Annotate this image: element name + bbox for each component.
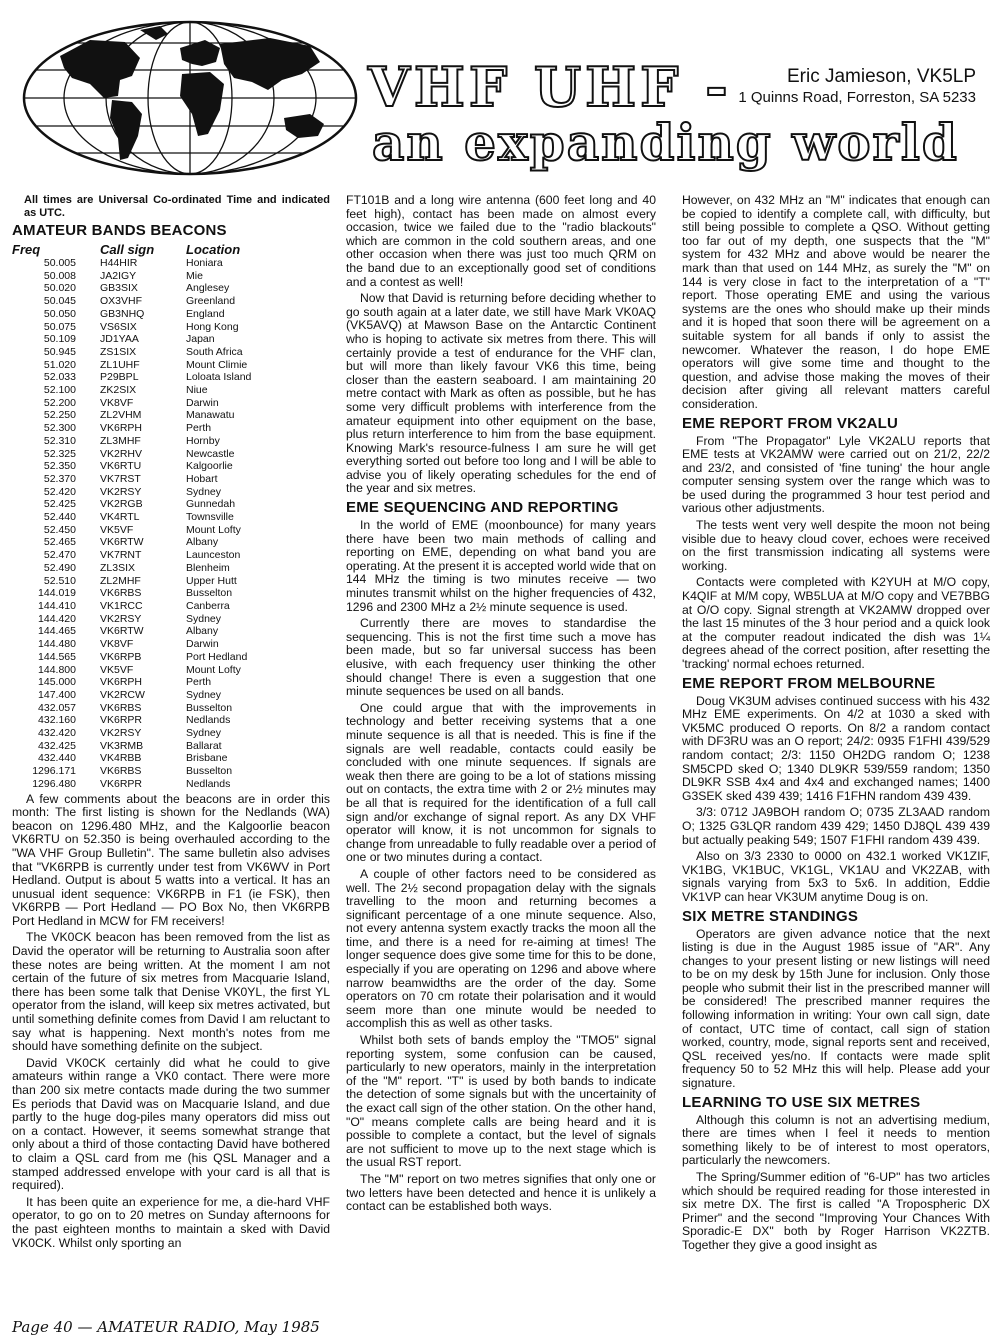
beacon-freq: 52.425 [43,498,76,511]
table-row [12,511,251,524]
beacon-location: Nedlands [186,714,231,727]
paragraph: Currently there are moves to standardise the sequencing. This is not the first time such a move has been made, but so far universal success has been elusive, with each frequency user thinking the other should change! There is even a suggestion that one minute sequences be used on all bands. [346,616,656,699]
column-2 [346,194,656,1217]
col-header-freq: Freq [12,242,41,257]
table-row [12,549,251,562]
table-row [12,752,251,765]
beacon-location: Newcastle [186,447,235,460]
table-row [12,295,251,308]
beacon-callsign: JA2IGY [100,269,137,282]
beacon-freq: 50.045 [43,295,76,308]
table-row [12,346,251,359]
beacon-callsign: VK2RSY [100,727,142,740]
beacon-freq: 144.480 [38,638,76,651]
beacon-callsign: ZK2SIX [100,384,137,397]
beacon-location: Darwin [186,638,219,651]
paragraph: The Spring/Summer edition of "6-UP" has two articles which should be required reading for those interested in six metre DX. The first is called "A Tropospheric DX Primer" and the second "Improving Your Chances With Sporadic-E DX" both by Roger Harrison VK2ZTB. Together they give a good insight as [682,1170,990,1252]
author-name: Eric Jamieson, VK5LP [786,66,976,87]
beacon-freq: 52.370 [43,472,76,485]
beacon-freq: 144.465 [38,625,76,638]
beacon-freq: 50.005 [43,257,76,269]
beacon-callsign: VK6RPR [100,714,143,727]
table-row [12,727,251,740]
beacon-freq: 432.440 [38,752,76,765]
article-title-line1: VHF UHF - [368,55,732,119]
table-row [12,397,251,410]
beacon-freq: 52.510 [43,574,76,587]
beacon-freq: 432.057 [38,701,76,714]
table-row [12,473,251,486]
beacon-callsign: OX3VHF [100,295,143,308]
beacons-table [12,242,251,791]
beacon-location: Albany [186,625,219,638]
table-row [12,371,251,384]
beacon-callsign: VK4RTL [100,511,140,524]
beacon-freq: 432.420 [38,727,76,740]
beacon-freq: 52.310 [43,434,76,447]
table-row [12,613,251,626]
beacon-callsign: VK2RSY [100,485,142,498]
beacon-location: Gunnedah [186,498,236,511]
beacon-location: Launceston [186,549,241,562]
beacon-location: Mount Lofty [186,663,241,676]
paragraph: The VK0CK beacon has been removed from the list as David the operator will be returning to Australia soon after these notes are being written. At the moment I am not certain of the future of six metres from Macquarie Island, there has been some talk that Denise VK0YL, the first YL operator from the island, will keep six metres activated, but until something definite comes from David I am reluctant to say what is happening. Next month's notes from me should have something definite on the subject. [12,930,330,1054]
beacon-location: Sydney [186,688,222,701]
paragraph: Although this column is not an advertising medium, there are times when I feel it needs to mention something likely to be of interest to most operators, particularly the newcomers. [682,1112,990,1168]
beacon-callsign: VK1RCC [100,599,143,612]
beacon-location: Busselton [186,765,233,778]
beacon-freq: 51.020 [43,358,76,371]
table-row [12,689,251,702]
section-heading-six-metre-standings: SIX METRE STANDINGS [682,907,859,925]
beacon-location: Anglesey [186,282,230,295]
paragraph: One could argue that with the improvements in technology and better receiving systems that a one minute sequence is all that is needed. This is fine if the signals are well readable, contacts could easily be concluded with one minute sequences. If signals are weak then there are going to be a lot of stations missing out on contacts, the extra time with 2 or 2½ minutes may be all that is required for the identification of a full call sign and/or exchange of signal report. As any DX VHF operator will know, it is not uncommon for signals to change from unreadable to fully readable over a period of one or two minutes during a contact. [346,700,656,865]
col-header-location: Location [186,242,241,257]
beacon-freq: 432.425 [38,739,76,752]
section-heading-learning-six-metres: LEARNING TO USE SIX METRES [682,1093,921,1111]
beacon-callsign: P29BPL [100,371,139,384]
beacon-callsign: VK5VF [100,663,134,676]
beacon-freq: 52.033 [43,371,76,384]
beacon-callsign: ZL2VHM [100,409,142,422]
beacon-freq: 50.109 [43,333,76,346]
table-row [12,486,251,499]
beacon-callsign: VK5VF [100,523,134,536]
beacon-callsign: ZL3MHF [100,434,141,447]
paragraph: The tests went very well despite the moon not being visible due to heavy cloud cover, echoes were received on the first transmission indicating all systems were working. [682,518,990,573]
beacon-freq: 144.410 [38,599,76,612]
column-1 [12,194,330,1253]
beacon-callsign: VK6RPH [100,676,143,689]
beacons-table-body [12,257,251,791]
table-row [12,448,251,461]
table-row [12,600,251,613]
beacon-freq: 52.250 [43,409,76,422]
beacon-callsign: VK6RBS [100,701,142,714]
beacon-freq: 147.400 [38,688,76,701]
beacon-location: Canberra [186,599,230,612]
article-title-line2: an expanding world [372,113,959,172]
beacon-callsign: ZL3SIX [100,561,136,574]
table-row [12,702,251,715]
paragraph: From "The Propagator" Lyle VK2ALU reports that EME tests at VK2AMW were carried out on 21/2, 22/2 and 23/2, and consisted of 'fine tuning' the hour angle computer sensing system over the range which was to be used during the programmed 3 hour test period and various other adjustments. [682,433,990,516]
page-footer: Page 40 — AMATEUR RADIO, May 1985 [12,1318,320,1336]
table-row [12,308,251,321]
col-header-callsign: Call sign [100,242,155,257]
beacon-callsign: VK8VF [100,638,134,651]
paragraph: Doug VK3UM advises continued success with his 432 MHz EME experiments. On 4/2 at 1030 a sked with VK5MC produced O reports. On 8/2 a random contact with DF3RU was an O report; 24/2: 0935 F1FHI 439/529 random contact; 2/3: 1150 OH2DG random O; 1238 SM5CPD sked O; 1340 DL9KR 539/559 random; 1350 DL9KR SSB 4x4 and 4x4 and exchanged names; 1400 G3SEK sked 439 439; 1416 F1FHN random 439 439. [682,693,990,803]
paragraph: In the world of EME (moonbounce) for many years there have been two main methods of calling and reporting on EME, depending on what band you are operating. At the present it is accepted world wide that on 144 MHz the timing is two minutes receive — two minutes transmit whilst on the higher frequencies of 432, 1296 and 2300 MHz a 2½ minute sequence is used. [346,518,656,614]
paragraph: David VK0CK certainly did what he could to give amateurs within range a VK0 contact. There were more than 200 six metre contacts made during the two summer Es periods that David was on Macquarie Island, and due partly to the huge dog-piles many operators did miss out on a contact. However, it seems somewhat strange that only about a third of those contacting David have bothered to claim a QSL card from me (his QSL Manager and a stamped addressed envelope with your card is all that is required). [12,1055,330,1193]
table-row [12,257,251,270]
beacon-location: England [186,307,225,320]
beacon-freq: 144.565 [38,650,76,663]
paragraph: It has been quite an experience for me, a die-hard VHF operator, to go on to 20 metres on Sunday afternoons for the past eighteen months to maintain a sked with David VK0CK. Whilst only sporting an [12,1194,330,1250]
beacon-callsign: VK8VF [100,396,134,409]
beacons-table-header [12,242,251,257]
utc-note: All times are Universal Co-ordinated Time and indicated as UTC. [24,194,330,219]
paragraph: A few comments about the beacons are in order this month: The first listing is shown for the Nedlands (WA) beacon on 1296.480 MHz, and the Kalgoorlie beacon VK6RTU on 52.350 is being overhauled according to the "WA VHF Group Bulletin". The same bulletin also advises that "VK6RPB is currently under test from VK6WV in Port Hedland. Output is about 5 watts into a vertical. It has an unusual ident sequence: VK6RPB in F1 (ie FSK), then VK6RPB — Port Hedland — PO Box No, then VK6RPB Port Hedland in MCW for FM receivers! [12,791,330,928]
beacon-freq: 52.200 [43,396,76,409]
beacon-freq: 52.350 [43,460,76,473]
beacon-freq: 50.050 [43,307,76,320]
table-row [12,778,251,791]
paragraph: 3/3: 0712 JA9BOH random O; 0735 ZL3AAD random O; 1325 G3LQR random 439 429; 1450 DJ8QL 439 439 but actually peaking 549; 1507 F1FHI random 439 439. [682,805,990,847]
table-row [12,460,251,473]
beacon-location: Busselton [186,587,233,600]
beacon-freq: 52.300 [43,422,76,435]
beacon-callsign: VK7RST [100,472,141,485]
beacon-callsign: GB3NHQ [100,307,145,320]
table-row [12,625,251,638]
beacon-callsign: VK2RSY [100,612,142,625]
beacon-freq: 52.490 [43,561,76,574]
beacon-callsign: VK6RTW [100,625,144,638]
beacon-freq: 50.008 [43,269,76,282]
paragraph: A couple of other factors need to be considered as well. The 2½ second propagation delay with the signals travelling to the moon and returning becomes a significant percentage of a one minute sequence. Also, not every antenna system exactly tracks the moon all the time, and there is a need for re-aiming at times! The longer sequence does give some time for this to be done, especially if you are operating on 1296 and above where narrow beamwidths are the order of the day. Some operators on 70 cm rotate their polarisation and it would seem more than one minute would be needed to accomplish this as well as other tasks. [346,866,656,1031]
beacon-freq: 50.945 [43,345,76,358]
paragraph: Now that David is returning before deciding whether to go south again at a later date, we still have Mark VK0AQ (VK5AVQ) at Mawson Base on the Antarctic Continent who is hoping to activate six metres from there. This will certainly provide a test of endurance for the VHF clan, but will more than likely favour VK6 this time, being closer than the eastern seaboard. I am maintaining 20 metre contact with Mark as often as possible, but he has some very difficult problems with interference from the amateur equipment into other equipment on the base, plus return interference to him from the base equipment. Knowing Mark's resource-fulness I am sure he will get everything sorted out before too long and I will be able to advise you of likely operating schedules for the end of the year and six metres. [346,291,656,496]
paragraph: Also on 3/3 2330 to 0000 on 432.1 worked VK1ZIF, VK1BG, VK1BUC, VK1GL, VK1AU and VK2ZAB, with signals varying from 5x3 to 5x6. In addition, Eddie VK1VP can hear VK3UM anytime Doug is on. [682,849,990,904]
paragraph: FT101B and a long wire antenna (600 feet long and 40 feet high), contact has been made on almost every occasion, twice we failed due to the "radio blackouts" which are common in the cold southern areas, and one other occasion when there was just too much QRM on the band due to an exceptionally good set of conditions and a contest as well! [346,193,656,289]
table-row [12,651,251,664]
beacon-location: Sydney [186,612,222,625]
table-row [12,524,251,537]
beacon-location: Darwin [186,396,219,409]
beacon-freq: 144.800 [38,663,76,676]
table-row [12,282,251,295]
beacon-location: Port Hedland [186,650,248,663]
section-heading-eme-melbourne: EME REPORT FROM MELBOURNE [682,674,936,692]
table-row [12,270,251,283]
beacon-freq: 1296.480 [32,777,76,790]
beacon-freq: 52.440 [43,511,76,524]
table-row [12,562,251,575]
table-row [12,740,251,753]
beacon-location: Nedlands [186,777,231,790]
beacon-location: Sydney [186,727,222,740]
beacon-callsign: VK2RHV [100,447,143,460]
table-row [12,714,251,727]
beacon-freq: 144.420 [38,612,76,625]
beacon-callsign: VK6RTU [100,460,142,473]
beacon-freq: 50.020 [43,282,76,295]
beacon-location: Mount Lofty [186,523,241,536]
paragraph: Operators are given advance notice that the next listing is due in the August 1985 issue of "AR". Any changes to your present listing or new listings will need to be on my desk by 15th June for inclusion. Only those people who submit their list in the prescribed manner will be considered! The prescribed manner requires the following information in writing: Your own call sign, date of contact, UTC time of contact, call sign of station worked, country, mode, signal reports sent and received, QSL received yes/no. If contacts were made split frequency 50 to 52 MHz this will help. Please add your signature. [682,926,990,1091]
beacon-location: Hornby [186,434,220,447]
table-row [12,422,251,435]
beacon-freq: 52.100 [43,384,76,397]
beacon-location: Kalgoorlie [186,460,233,473]
beacon-freq: 50.075 [43,320,76,333]
paragraph: The "M" report on two metres signifies that only one or two letters have been detected and hence it is unlikely a contact can be established both ways. [346,1171,656,1214]
beacon-callsign: ZL1UHF [100,358,140,371]
paragraph: However, on 432 MHz an "M" indicates that enough can be copied to identify a complete call, with difficulty, but still being possible to complete a QSO. Without getting too far out of my depth, one suspects that the "M" system for 432 MHz and above would be nearer the mark than that used on 144 MHz, as surely the "M" on 144 is very close in fact to the interpretation of a "T" report. Those operating EME and using the various systems are the ones who should make up their minds and it is hoped that soon there will be agreement on a suitable system for all bands if only to assist the newcomer. Whatever the reason, I do hope EME operators will give some time and thought to the question, and advise those making the moves of their decision after giving all relevant matters careful consideration. [682,193,990,411]
paragraph: Contacts were completed with K2YUH at M/O copy, K4QIF at M/M copy, WB5LUA at M/O copy and VE7BBG at O/O copy. Signal strength at VK2AMW dropped over the last 15 minutes of the 3 hour period and a quick look at the computer readout indicated the dish was 1¼ degrees ahead of the correct position, after resetting the 'tracking' normal echoes returned. [682,575,990,671]
beacon-location: Upper Hutt [186,574,237,587]
table-row [12,587,251,600]
beacon-callsign: VK2RCW [100,688,145,701]
beacon-callsign: VK3RMB [100,739,144,752]
globe-map-logo [20,18,360,178]
beacon-callsign: VK7RNT [100,549,142,562]
beacon-location: Greenland [186,295,236,308]
column-3 [682,194,990,1256]
section-heading-eme-sequencing: EME SEQUENCING AND REPORTING [346,499,619,517]
paragraph: Whilst both sets of bands employ the "TMO5" signal reporting system, some confusion can be caused, particularly to new operators, mainly in the interpretation of the "M" report. "T" is used by both bands to indicate the detection of some signals but with the uncertainity of the exact call sign of the other station. On the other hand, "O" means complete calls are being heard and it is possible to complete a contact, but the level of signals are not sufficient to move up to the next stage which is the usual RST report. [346,1033,656,1170]
beacon-location: Japan [186,333,215,346]
beacon-location: Perth [186,676,212,689]
beacon-callsign: GB3SIX [100,282,138,295]
beacon-callsign: VK6RPR [100,777,143,790]
beacon-callsign: VK6RBS [100,765,142,778]
beacon-freq: 144.019 [38,587,76,600]
beacon-callsign: VK4RBB [100,752,142,765]
beacon-freq: 52.470 [43,549,76,562]
beacon-callsign: ZL2MHF [100,574,141,587]
table-row [12,384,251,397]
table-row [12,664,251,677]
beacon-callsign: VS6SIX [100,320,137,333]
beacon-location: Mount Climie [186,358,248,371]
beacon-callsign: VK6RPH [100,422,143,435]
table-row [12,536,251,549]
beacon-freq: 52.420 [43,485,76,498]
beacon-callsign: VK2RGB [100,498,143,511]
table-row [12,359,251,372]
beacon-callsign: H44HIR [100,257,138,269]
beacon-callsign: VK6RPB [100,650,142,663]
table-row [12,435,251,448]
beacon-location: Hong Kong [186,320,239,333]
beacon-freq: 52.465 [43,536,76,549]
beacon-freq: 432.160 [38,714,76,727]
beacon-location: Mie [186,269,203,282]
beacon-location: Busselton [186,701,233,714]
beacon-location: Sydney [186,485,222,498]
beacon-location: Brisbane [186,752,228,765]
page-header [0,0,1000,190]
beacon-freq: 145.000 [38,676,76,689]
beacon-location: Loloata Island [186,371,252,384]
author-address: 1 Quinns Road, Forreston, SA 5233 [738,89,976,106]
table-row [12,333,251,346]
beacon-location: South Africa [186,345,243,358]
table-row [12,676,251,689]
author-block [738,66,976,107]
beacon-location: Honiara [186,257,223,269]
beacon-location: Ballarat [186,739,222,752]
beacon-callsign: ZS1SIX [100,345,137,358]
section-heading-eme-vk2alu: EME REPORT FROM VK2ALU [682,414,899,432]
table-row [12,321,251,334]
beacon-callsign: VK6RBS [100,587,142,600]
beacon-location: Albany [186,536,219,549]
table-row [12,409,251,422]
beacon-location: Blenheim [186,561,230,574]
table-row [12,638,251,651]
beacon-freq: 52.450 [43,523,76,536]
beacon-location: Hobart [186,472,218,485]
beacons-heading: AMATEUR BANDS BEACONS [12,222,227,239]
beacon-callsign: JD1YAA [100,333,139,346]
table-row [12,575,251,588]
table-row [12,765,251,778]
table-row [12,498,251,511]
beacon-location: Manawatu [186,409,235,422]
beacon-freq: 1296.171 [32,765,76,778]
beacon-location: Niue [186,384,208,397]
beacon-callsign: VK6RTW [100,536,144,549]
beacon-location: Townsville [186,511,234,524]
beacon-location: Perth [186,422,212,435]
beacon-freq: 52.325 [43,447,76,460]
